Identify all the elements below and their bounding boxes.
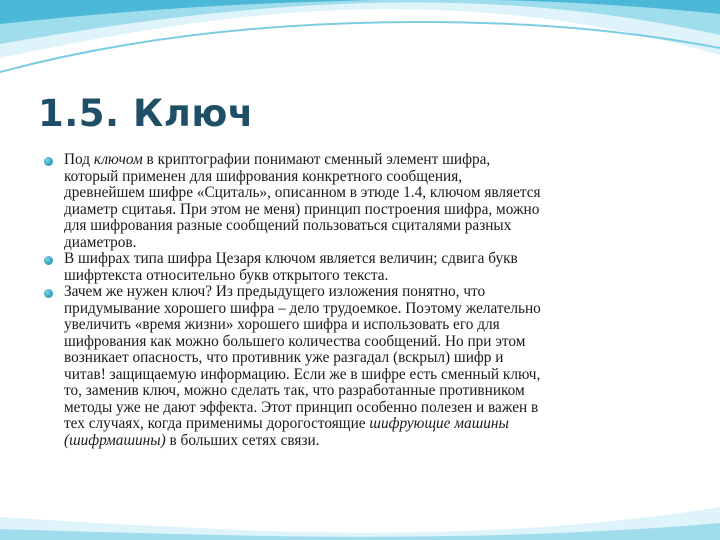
bottom-wave-decoration	[0, 505, 720, 540]
list-item	[44, 152, 684, 251]
list-item	[44, 284, 684, 449]
top-wave-decoration	[0, 0, 720, 90]
round-bullet-icon	[44, 157, 53, 166]
bullet-text	[64, 152, 684, 251]
text-line: то, заменив ключ, можно сделать так, что разработанные противником	[64, 382, 525, 399]
text-line: диаметров.	[64, 233, 137, 251]
italic-term: (шифрмашины)	[64, 431, 166, 449]
text-line: диаметр сцитаья. При этом не меня) принцип построения шифра, можно	[64, 200, 540, 218]
text-line: древнейшем шифре «Сциталь», описанном в этюде 1.4, ключом является	[64, 184, 541, 201]
italic-term: шифрующие машины	[369, 415, 509, 432]
text-line: шифртекста относительно букв открытого текста.	[64, 266, 389, 284]
round-bullet-icon	[44, 256, 53, 265]
text-line: увеличить «время жизни» хорошего шифра и использовать его для	[64, 316, 500, 333]
text-line: возникает опасность, что противник уже разгадал (вскрыл) шифр и	[64, 349, 504, 366]
text-line: читав! защищаемую информацию. Если же в шифре есть сменный ключ,	[64, 365, 541, 383]
text-line: который применен для шифрования конкретного сообщения,	[64, 167, 463, 185]
list-item	[44, 251, 684, 284]
text-line: Под ключом в криптографии понимают сменный элемент шифра,	[64, 151, 491, 168]
text-line: шифрования как можно большего количества сообщений. Но при этом	[64, 332, 526, 350]
bullet-text	[64, 251, 684, 284]
bullet-text	[64, 284, 684, 449]
text-line: (шифрмашины) в больших сетях связи.	[64, 431, 320, 449]
text-line: придумывание хорошего шифра – дело трудоемкое. Поэтому желательно	[64, 299, 541, 317]
text-line: В шифрах типа шифра Цезаря ключом является величин; сдвига букв	[64, 250, 518, 267]
text-line: для шифрования разные сообщений пользоваться сциталями разных	[64, 217, 512, 234]
italic-term: ключом	[93, 151, 143, 168]
round-bullet-icon	[44, 289, 53, 298]
bullet-list	[44, 152, 684, 449]
text-line: тех случаях, когда применимы дорогостоящие шифрующие машины	[64, 415, 509, 432]
text-line: Зачем же нужен ключ? Из предыдущего изложения понятно, что	[64, 283, 486, 300]
page-title: 1.5. Ключ	[38, 92, 254, 135]
text-line: методы уже не дают эффекта. Этот принцип особенно полезен и важен в	[64, 398, 539, 416]
